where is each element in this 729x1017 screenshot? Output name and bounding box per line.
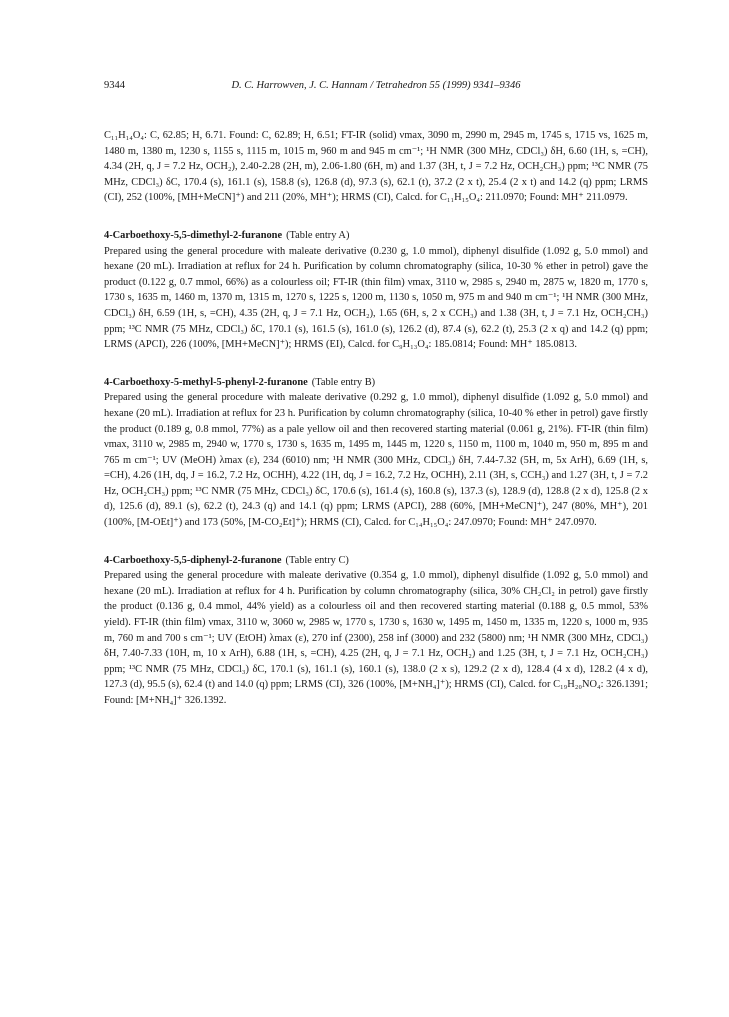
page-number: 9344 [104,80,125,91]
compound-heading: 4-Carboethoxy-5,5-dimethyl-2-furanone [104,229,283,241]
compound-data-text: C₁₁H₁₄O₄: C, 62.85; H, 6.71. Found: C, 62.89; H, 6.51; FT-IR (solid) νmax, 3090 m, 2990 m, 2945 m, 1745 s, 1715 vs, 1625 m, 1480 m, 1380 m, 1230 s, 1155 s, 1115 m, 1015 m, 960 m and 945 m cm⁻¹; ¹H NMR (300 MHz, CDCl₃) δH, 6.60 (1H, s, =CH), 4.34 (2H, q, J = 7.2 Hz, OCH₂), 2.40-2.28 (2H, m), 2.06-1.80 (6H, m) and 1.37 (3H, t, J = 7.2 Hz, OCH₂CH₃) ppm; ¹³C NMR (75 MHz, CDCl₃) δC, 170.4 (s), 161.1 (s), 158.8 (s), 126.8 (d), 97.3 (s), 62.1 (t), 37.2 (2 x t), 25.4 (2 x t) and 14.2 (q) ppm; LRMS (CI), 252 (100%, [MH+MeCN]⁺) and 211 (20%, MH⁺); HRMS (CI), Calcd. for C₁₁H₁₅O₄: 211.0970; Found: MH⁺ 211.0979. [104,130,648,204]
compound-entry-a [104,228,648,353]
running-title: D. C. Harrowven, J. C. Hannam / Tetrahedron 55 (1999) 9341–9346 [231,80,521,91]
compound-heading: 4-Carboethoxy-5,5-diphenyl-2-furanone [104,554,282,566]
table-entry-label: (Table entry B) [311,376,376,388]
compound-heading: 4-Carboethoxy-5-methyl-5-phenyl-2-furanone [104,376,308,388]
experimental-section [104,128,648,731]
compound-data-text: Prepared using the general procedure with maleate derivative (0.230 g, 1.0 mmol), diphenyl disulfide (1.092 g, 5.0 mmol) and hexane (20 mL). Irradiation at reflux for 24 h. Purification by column chromatography (silica, 10-30 % ether in petrol) gave the product (0.122 g, 0.7 mmol, 66%) as a colourless oil; FT-IR (thin film) νmax, 3110 w, 2985 s, 2940 m, 2875 w, 1820 m, 1770 s, 1730 s, 1635 m, 1460 m, 1370 m, 1315 m, 1270 s, 1225 s, 1200 m, 1130 s, 1050 m, 975 m and 940 m cm⁻¹; ¹H NMR (300 MHz, CDCl₃) δH, 6.59 (1H, s, =CH), 4.35 (2H, q, J = 7.1 Hz, OCH₂), 1.65 (6H, s, 2 x CCH₃) and 1.38 (3H, t, J = 7.1 Hz, OCH₂CH₃) ppm; ¹³C NMR (75 MHz, CDCl₃) δC, 170.1 (s), 161.5 (s), 161.0 (s), 126.2 (d), 87.4 (s), 62.2 (t), 25.3 (2 x q) and 14.2 (q) ppm; LRMS (APCI), 226 (100%, [MH+MeCN]⁺); HRMS (EI), Calcd. for C₉H₁₃O₄: 185.0814; Found: MH⁺ 185.0813. [104,245,648,351]
page-header [104,80,648,96]
compound-continuation [104,128,648,206]
compound-data-text: Prepared using the general procedure with maleate derivative (0.354 g, 1.0 mmol), diphenyl disulfide (1.092 g, 5.0 mmol) and hexane (20 mL). Irradiation at reflux for 4 h. Purification by column chromatography (silica, 30% CH₂Cl₂ in petrol) gave firstly the product (0.136 g, 0.4 mmol, 44% yield) as a colourless oil and then recovered starting material (0.188 g, 0.5 mmol, 53% yield). FT-IR (thin film) νmax, 3110 w, 3060 w, 2985 w, 1770 s, 1730 s, 1630 w, 1495 m, 1450 m, 1335 m, 1220 s, 1000 m, 935 m, 760 m and 700 s cm⁻¹; UV (EtOH) λmax (ε), 270 inf (2300), 258 inf (3000) and 232 (5800) nm; ¹H NMR (300 MHz, CDCl₃) δH, 7.40-7.33 (10H, m, 10 x ArH), 6.88 (1H, s, =CH), 4.25 (2H, q, J = 7.1 Hz, OCH₂) and 1.25 (3H, t, J = 7.1 Hz, OCH₂CH₃) ppm; ¹³C NMR (75 MHz, CDCl₃) δC, 170.1 (s), 161.1 (s), 160.1 (s), 138.0 (2 x s), 129.2 (2 x d), 128.4 (4 x d), 128.2 (4 x d), 127.3 (d), 95.5 (s), 62.4 (t) and 14.0 (q) ppm; LRMS (CI), 326 (100%, [M+NH₄]⁺); HRMS (CI), Calcd. for C₁₉H₂₀NO₄: 326.1391; Found: [M+NH₄]⁺ 326.1392. [104,570,648,706]
compound-data-text: Prepared using the general procedure with maleate derivative (0.292 g, 1.0 mmol), diphenyl disulfide (1.092 g, 5.0 mmol) and hexane (20 mL). Irradiation at reflux for 23 h. Purification by column chromatography (silica, 10-40 % ether in petrol) gave firstly the product (0.189 g, 0.8 mmol, 77%) as a pale yellow oil and then recovered starting material (0.061 g, 21%). FT-IR (thin film) νmax, 3110 w, 2985 m, 2940 w, 1770 s, 1730 s, 1635 m, 1495 m, 1445 m, 1220 s, 1150 m, 1100 m, 1040 m, 950 m, 895 m and 765 m cm⁻¹; UV (MeOH) λmax (ε), 234 (6010) nm; ¹H NMR (300 MHz, CDCl₃) δH, 7.44-7.32 (5H, m, 5x ArH), 6.69 (1H, s, =CH), 4.26 (1H, dq, J = 16.2, 7.2 Hz, OCHH), 4.22 (1H, dq, J = 16.2, 7.2 Hz, OCHH), 2.11 (3H, s, CCH₃) and 1.27 (3H, t, J = 7.2 Hz, OCH₂CH₃) ppm; ¹³C NMR (75 MHz, CDCl₃) δC, 170.6 (s), 161.4 (s), 160.8 (s), 137.3 (s), 128.9 (d), 128.8 (2 x d), 125.8 (2 x d), 125.6 (d), 89.1 (s), 62.2 (t), 24.3 (q) and 14.1 (q) ppm; LRMS (APCI), 288 (60%, [MH+MeCN]⁺), 247 (80%, MH⁺), 201 (100%, [M-OEt]⁺) and 173 (50%, [M-CO₂Et]⁺); HRMS (CI), Calcd. for C₁₄H₁₅O₄: 247.0970; Found: MH⁺ 247.0970. [104,392,648,529]
compound-entry-c [104,553,648,709]
compound-entry-b [104,375,648,531]
table-entry-label: (Table entry A) [286,229,350,241]
table-entry-label: (Table entry C) [285,554,349,566]
